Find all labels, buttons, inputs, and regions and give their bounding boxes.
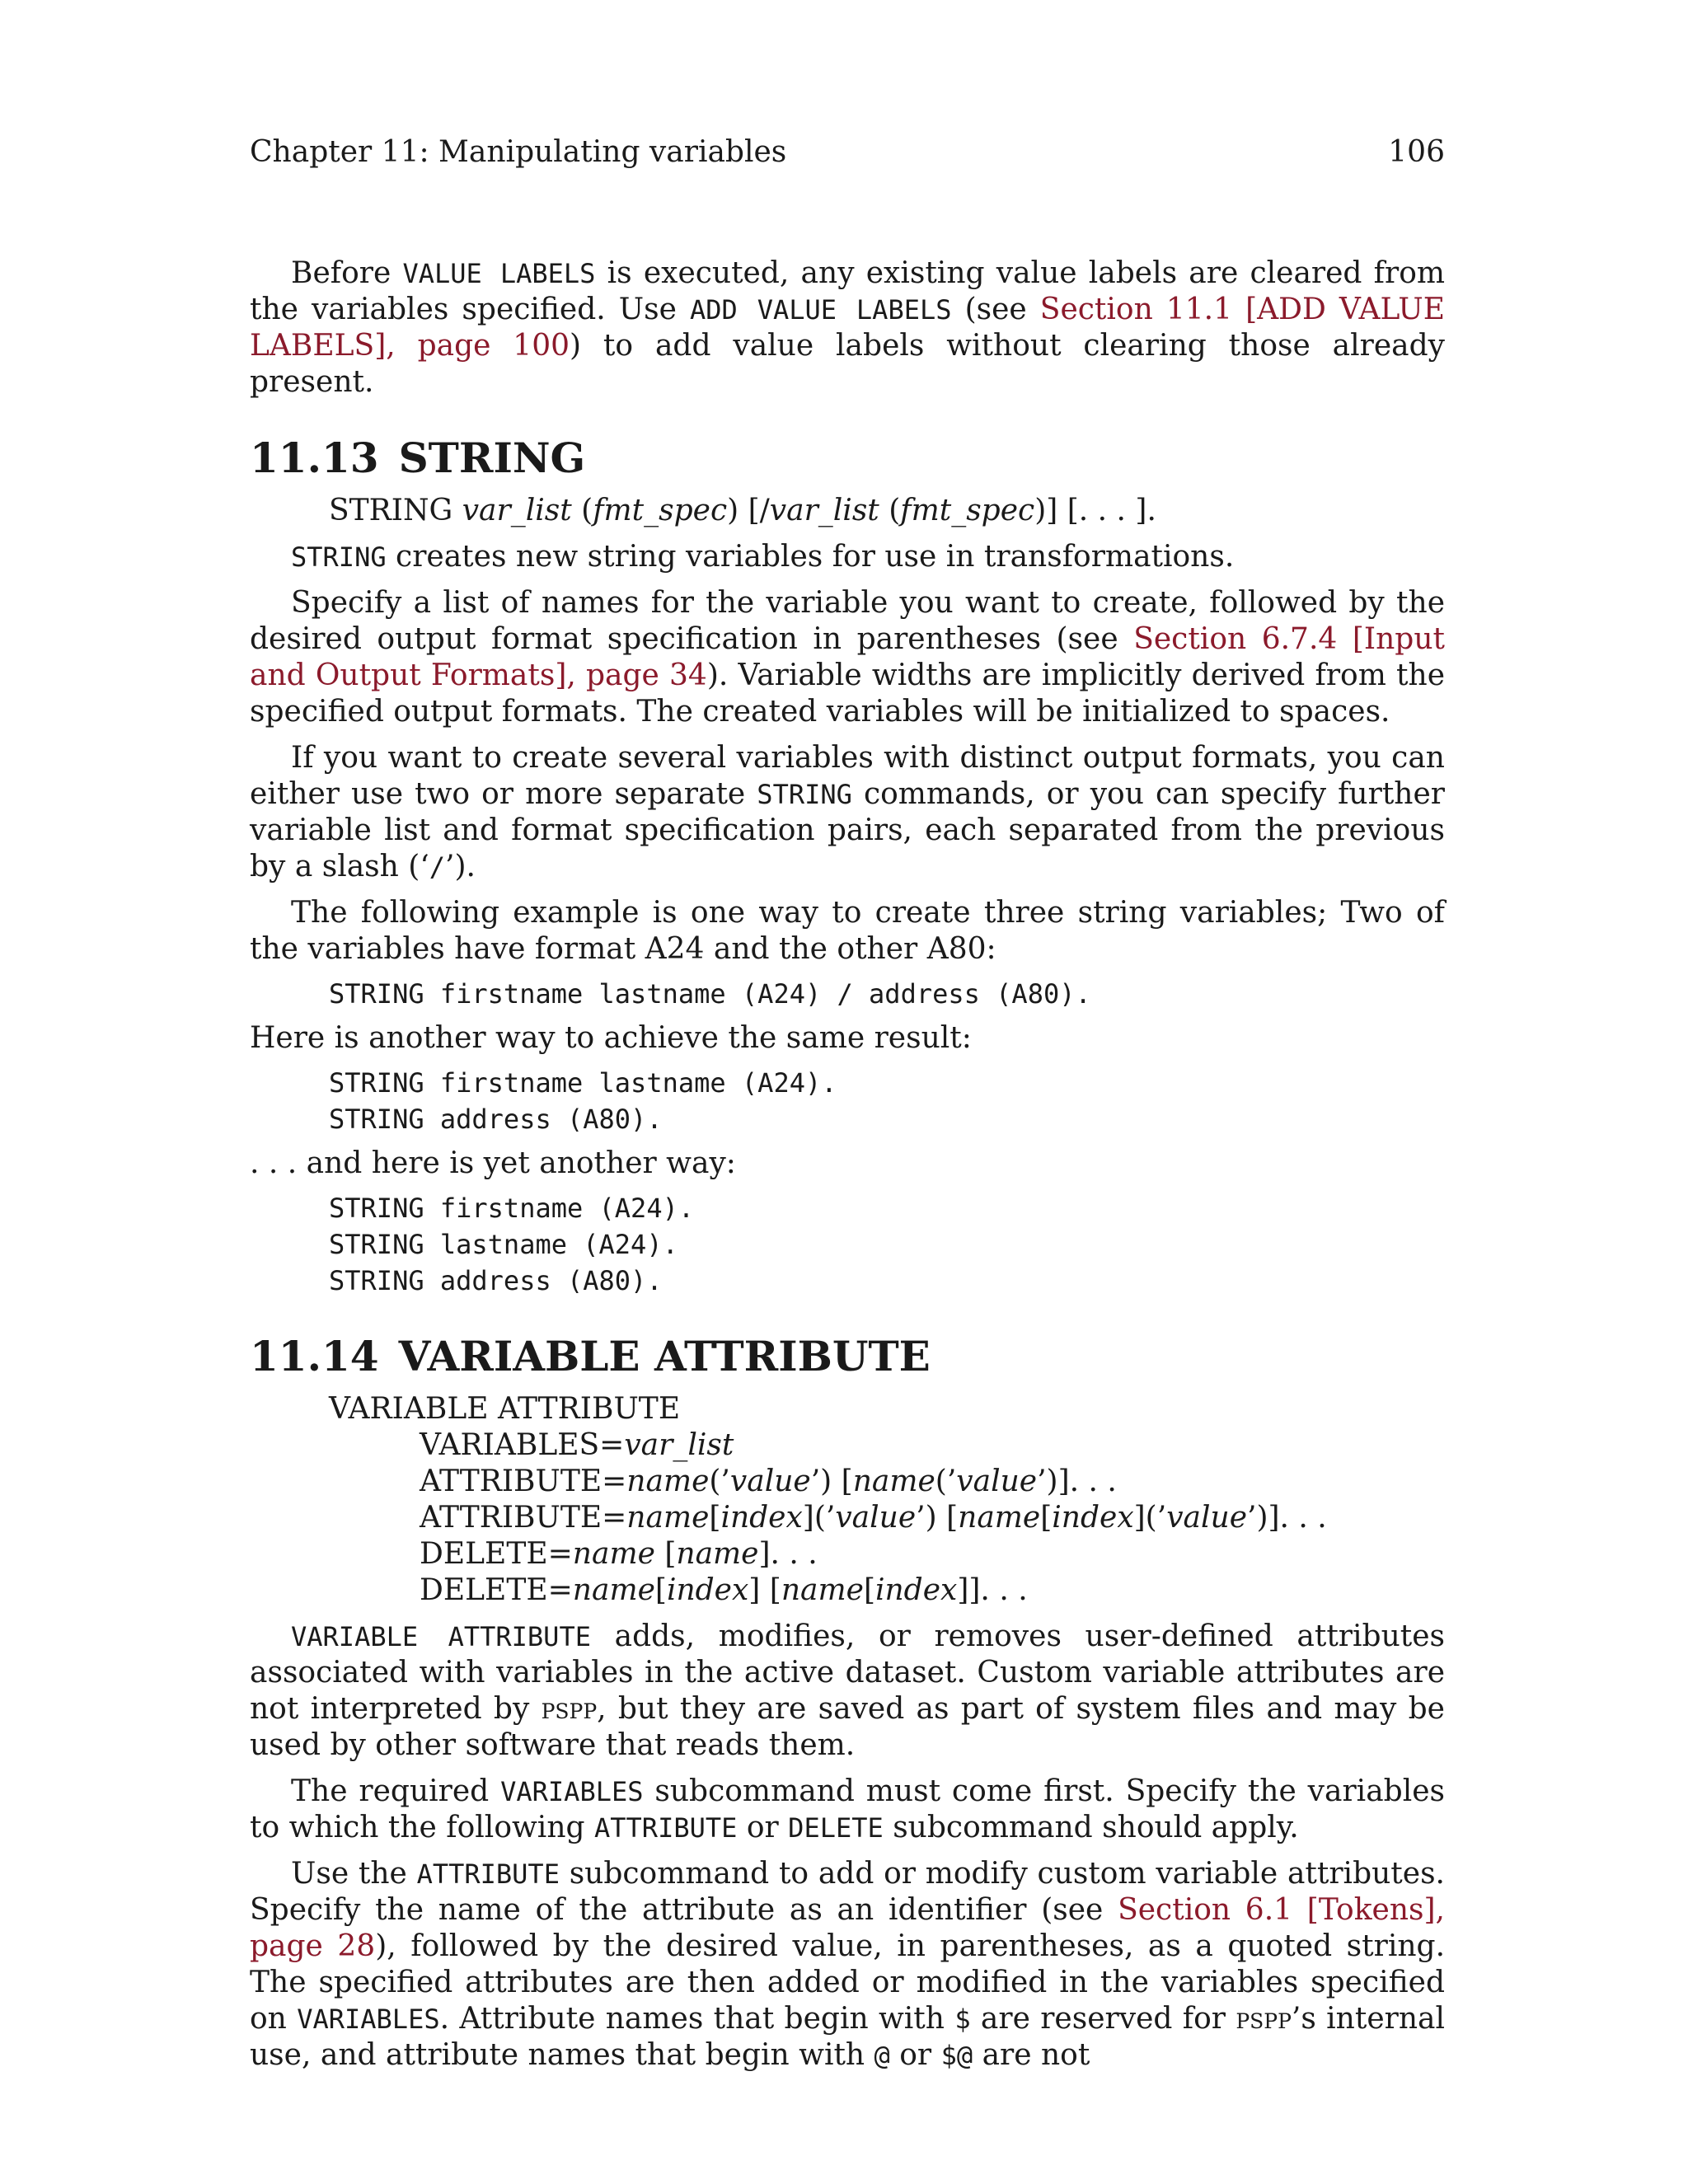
paragraph-attribute-subcommand: Use the ATTRIBUTE subcommand to add or modify custom variable attributes. Specify the name of the attribute as an identifier (see Section 6.1 [Tokens], page 28), followed by the desired value, in parentheses, as a quoted string. The specified attributes are then added or modified in the variables specified on VARIABLES. Attribute names that begin with $ are reserved for pspp’s internal use, and attribute names that begin with @ or $@ are not xyxy=(250,1857,1446,2072)
paragraph-string-specify: Specify a list of names for the variable you want to create, followed by the desired output format specification in parentheses (see Section 6.7.4 [Input and Output Formats], page 34). Variable widths are implicitly derived from the specified output formats. The created variables will be initialized to spaces. xyxy=(250,586,1445,729)
page xyxy=(250,124,1445,2074)
paragraph-another-way: Here is another way to achieve the same result: xyxy=(250,1021,972,1055)
page-number: 106 xyxy=(1388,135,1445,169)
syntax-line-command: VARIABLE ATTRIBUTE xyxy=(329,1392,681,1426)
chapter-title: Chapter 11: Manipulating variables xyxy=(250,135,787,169)
syntax-line-delete-index: DELETE=name[index] [name[index]]. . . xyxy=(420,1573,1028,1607)
syntax-line-attribute: ATTRIBUTE=name(’value’) [name(’value’)]. . . xyxy=(420,1465,1117,1498)
syntax-line-attribute-index: ATTRIBUTE=name[index](’value’) [name[index](’value’)]. . . xyxy=(420,1501,1327,1535)
paragraph-value-labels-note: Before VALUE LABELS is executed, any existing value labels are cleared from the variables specified. Use ADD VALUE LABELS (see Section 11.1 [ADD VALUE LABELS], page 100) to add value labels without clearing those already present. xyxy=(250,256,1446,399)
section-heading-variable-attribute: 11.14 VARIABLE ATTRIBUTE xyxy=(250,1332,931,1380)
code-example-2: STRING firstname lastname (A24). STRING address (A80). xyxy=(329,1067,837,1135)
string-syntax: STRING var_list (fmt_spec) [/var_list (fmt_spec)] [. . . ]. xyxy=(329,494,1156,527)
link-add-value-labels[interactable]: Section 11.1 [ADD VALUE LABELS], page 100 xyxy=(250,293,1446,363)
paragraph-string-distinct: If you want to create several variables with distinct output formats, you can either use two or more separate STRING commands, or you can specify further variable list and format specification pairs, each separated from the previous by a slash (‘/’). xyxy=(250,741,1445,883)
paragraph-variable-attribute-intro: VARIABLE ATTRIBUTE adds, modifies, or removes user-defined attributes associated with variables in the active dataset. Custom variable attributes are not interpreted by pspp, but they are saved as part of system files and may be used by other software that reads them. xyxy=(250,1619,1446,1762)
paragraph-string-intro: STRING creates new string variables for use in transformations. xyxy=(291,540,1235,574)
link-input-output-formats[interactable]: Section 6.7.4 [Input and Output Formats], page 34 xyxy=(250,622,1445,692)
running-header xyxy=(250,124,1445,181)
paragraph-string-example-intro: The following example is one way to create three string variables; Two of the variables have format A24 and the other A80: xyxy=(250,896,1445,966)
code-example-1: STRING firstname lastname (A24) / address (A80). xyxy=(329,978,1091,1010)
section-heading-string: 11.13 STRING xyxy=(250,434,586,482)
paragraph-yet-another-way: . . . and here is yet another way: xyxy=(250,1146,736,1180)
code-example-3: STRING firstname (A24). STRING lastname (A24). STRING address (A80). xyxy=(329,1193,695,1296)
syntax-line-delete: DELETE=name [name]. . . xyxy=(420,1537,818,1571)
link-tokens[interactable]: Section 6.1 [Tokens], page 28 xyxy=(250,1893,1445,1963)
variable-attribute-syntax xyxy=(329,1391,1445,1609)
paragraph-variables-subcommand: The required VARIABLES subcommand must come first. Specify the variables to which the following ATTRIBUTE or DELETE subcommand should apply. xyxy=(250,1774,1445,1844)
syntax-line-variables: VARIABLES=var_list xyxy=(420,1428,734,1462)
